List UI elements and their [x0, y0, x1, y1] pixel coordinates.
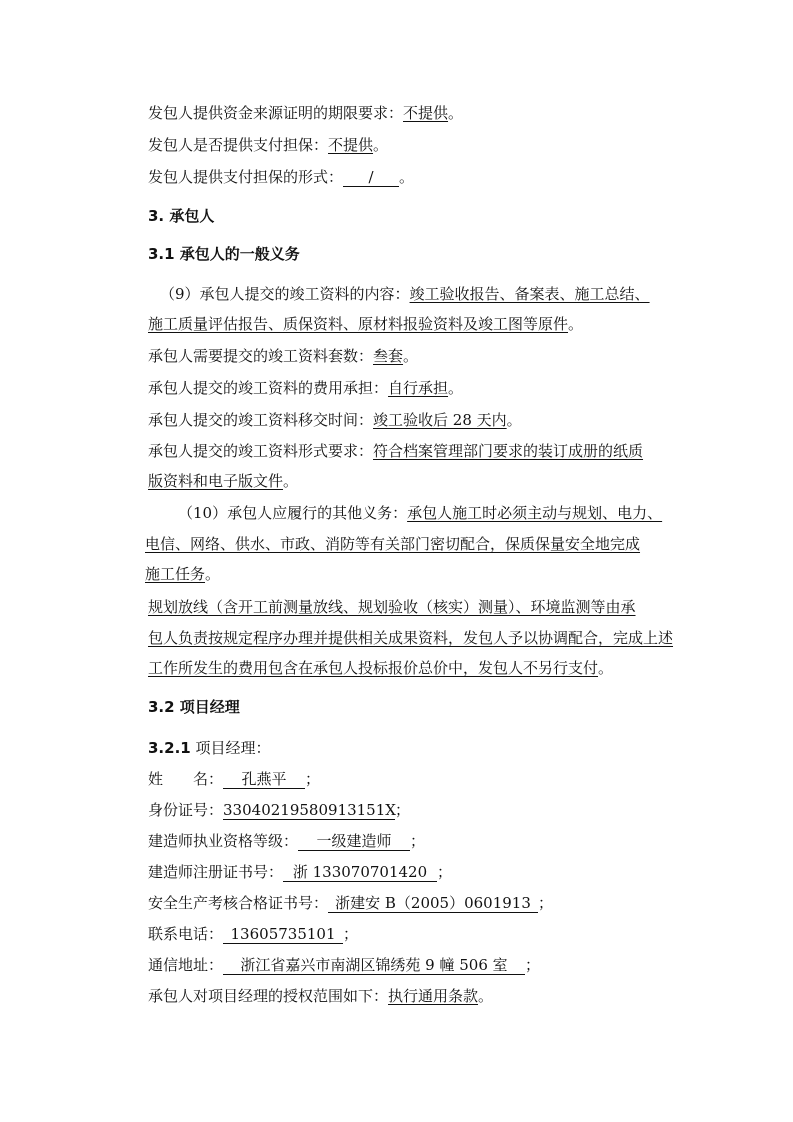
item-10-value-a: 承包人施工时必须主动与规划、电力、 [407, 504, 663, 522]
survey-line2: 包人负责按规定程序办理并提供相关成果资料，发包人予以协调配合，完成上述 [148, 629, 674, 647]
form-line2 [148, 470, 298, 492]
pm-phone-label: 联系电话： [148, 925, 224, 943]
item-10-value-c: 施工任务 [145, 565, 206, 583]
payment-guarantee-line [148, 134, 388, 156]
item-9-value-b: 施工质量评估报告、质保资料、原材料报验资料及竣工图等原件 [148, 315, 569, 333]
cost-label: 承包人提交的竣工资料的费用承担： [148, 379, 389, 397]
form-value-b: 版资料和电子版文件 [148, 472, 284, 490]
item-9-label: （9）承包人提交的竣工资料的内容： [160, 285, 410, 303]
punct: 。 [598, 659, 614, 677]
section-3-1-heading: 3.1 承包人的一般义务 [148, 245, 300, 263]
punct: ； [437, 863, 453, 881]
pm-scope-label: 承包人对项目经理的授权范围如下： [148, 987, 389, 1005]
punct: 。 [373, 136, 389, 154]
guarantee-form-label: 发包人提供支付担保的形式： [148, 168, 344, 186]
pm-addr-line [148, 954, 540, 976]
item-9-line2 [148, 313, 583, 335]
pm-scope-line [148, 985, 493, 1007]
punct: ； [538, 894, 554, 912]
survey-line1: 规划放线（含开工前测量放线、规划验收（核实）测量）、环境监测等由承 [148, 598, 636, 616]
section-3-heading: 3. 承包人 [148, 207, 215, 225]
pm-reg-label: 建造师注册证书号： [148, 863, 284, 881]
punct: ； [395, 801, 411, 819]
pm-reg-value: 浙 133070701420 [283, 863, 437, 882]
pm-phone-value: 13605735101 [223, 925, 343, 944]
pm-id-value: 33040219580913151X [223, 801, 396, 819]
sets-label: 承包人需要提交的竣工资料套数： [148, 347, 374, 365]
item-9-line1 [160, 283, 650, 305]
cost-value: 自行承担 [388, 379, 449, 397]
survey-line3-text: 工作所发生的费用包含在承包人投标报价总价中，发包人不另行支付 [148, 659, 599, 677]
pm-reg-line [148, 861, 452, 883]
form-line1 [148, 440, 643, 462]
handover-time-value: 竣工验收后 28 天内 [373, 411, 507, 429]
pm-phone-line [148, 923, 358, 945]
funding-proof-line [148, 102, 463, 124]
pm-grade-value: 一级建造师 [298, 832, 410, 851]
section-3-2-1-text: 项目经理： [195, 739, 271, 757]
punct: 。 [478, 987, 494, 1005]
item-10-line2 [145, 533, 640, 555]
sets-value: 叁套 [373, 347, 404, 365]
sets-line [148, 345, 418, 367]
punct: 。 [448, 104, 464, 122]
pm-name-label: 姓 名： [148, 770, 224, 788]
payment-guarantee-label: 发包人是否提供支付担保： [148, 136, 329, 154]
survey-line3 [148, 657, 613, 679]
punct: ； [525, 956, 541, 974]
item-10-value-b: 电信、网络、供水、市政、消防等有关部门密切配合，保质保量安全地完成 [145, 535, 641, 553]
funding-proof-value: 不提供 [403, 104, 449, 122]
handover-time-label: 承包人提交的竣工资料移交时间： [148, 411, 374, 429]
pm-scope-value: 执行通用条款 [388, 987, 479, 1005]
handover-time-line [148, 409, 522, 431]
guarantee-form-value: / [343, 168, 399, 187]
punct: 。 [506, 411, 522, 429]
punct: 。 [283, 472, 299, 490]
pm-id-label: 身份证号： [148, 801, 224, 819]
punct: ； [305, 770, 321, 788]
item-9-value-a: 竣工验收报告、备案表、施工总结、 [409, 285, 650, 303]
form-label: 承包人提交的竣工资料形式要求： [148, 442, 374, 460]
pm-safety-line [148, 892, 553, 914]
section-3-2-heading: 3.2 项目经理 [148, 698, 240, 716]
punct: ； [410, 832, 426, 850]
pm-addr-value: 浙江省嘉兴市南湖区锦绣苑 9 幢 506 室 [223, 956, 525, 975]
punct: 。 [399, 168, 415, 186]
funding-proof-label: 发包人提供资金来源证明的期限要求： [148, 104, 404, 122]
punct: 。 [403, 347, 419, 365]
pm-safety-value: 浙建安 B（2005）0601913 [328, 894, 538, 913]
pm-grade-label: 建造师执业资格等级： [148, 832, 299, 850]
section-3-2-1-number: 3.2.1 [148, 739, 191, 757]
pm-addr-label: 通信地址： [148, 956, 224, 974]
payment-guarantee-value: 不提供 [328, 136, 374, 154]
punct: 。 [448, 379, 464, 397]
item-10-label: （10）承包人应履行的其他义务： [178, 504, 408, 522]
pm-grade-line [148, 830, 425, 852]
item-10-line3 [145, 563, 220, 585]
guarantee-form-line [148, 166, 414, 188]
punct: 。 [205, 565, 221, 583]
cost-line [148, 377, 463, 399]
pm-name-line [148, 768, 320, 790]
pm-safety-label: 安全生产考核合格证书号： [148, 894, 329, 912]
item-10-line1 [178, 502, 662, 524]
section-3-2-1 [148, 737, 271, 759]
punct: ； [343, 925, 359, 943]
pm-name-value: 孔燕平 [223, 770, 305, 789]
pm-id-line [148, 799, 410, 821]
punct: 。 [568, 315, 584, 333]
form-value-a: 符合档案管理部门要求的装订成册的纸质 [373, 442, 644, 460]
